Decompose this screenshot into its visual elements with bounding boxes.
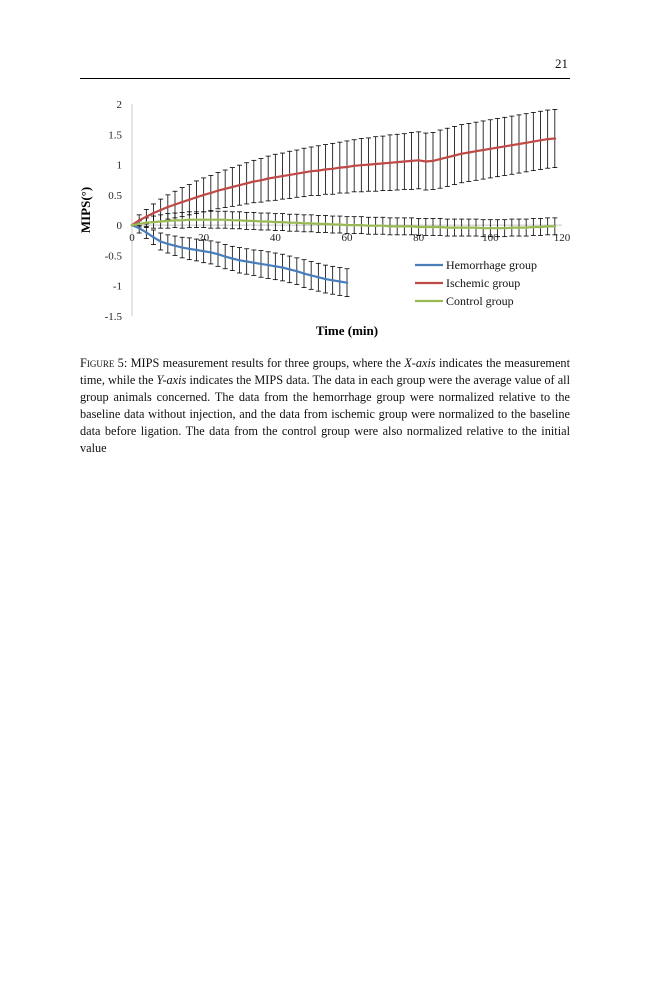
y-tick-label: -0.5	[104, 250, 122, 263]
data-point	[425, 160, 428, 163]
data-point	[446, 156, 449, 159]
data-point	[417, 226, 420, 229]
caption-y-axis: Y-axis	[156, 373, 187, 387]
y-tick-label: 1.5	[108, 129, 122, 142]
data-point	[159, 240, 162, 243]
data-point	[468, 151, 471, 154]
data-point	[324, 223, 327, 226]
data-point	[331, 168, 334, 171]
data-point	[546, 225, 549, 228]
data-point	[324, 168, 327, 171]
data-point	[554, 225, 557, 228]
data-point	[374, 163, 377, 166]
data-point	[417, 159, 420, 162]
data-point	[346, 224, 349, 227]
data-point	[245, 182, 248, 185]
data-point	[288, 174, 291, 177]
x-tick-label: 40	[269, 232, 281, 245]
data-point	[353, 164, 356, 167]
data-point	[231, 186, 234, 189]
data-point	[210, 192, 213, 195]
data-point	[238, 184, 241, 187]
x-tick-label: 20	[198, 232, 210, 245]
data-point	[245, 260, 248, 263]
data-point	[224, 218, 227, 221]
data-point	[188, 247, 191, 250]
data-point	[224, 255, 227, 258]
data-point	[367, 224, 370, 227]
y-tick-label: -1.5	[104, 311, 122, 323]
data-point	[539, 139, 542, 142]
data-point	[267, 177, 270, 180]
legend-entry: Control group	[446, 294, 514, 308]
chart-legend	[415, 258, 537, 308]
data-point	[489, 227, 492, 230]
data-point	[382, 224, 385, 227]
data-point	[260, 220, 263, 223]
data-point	[432, 226, 435, 229]
data-point	[310, 274, 313, 277]
data-point	[503, 145, 506, 148]
caption-text-2: indicates the measurement time, while the	[80, 356, 570, 387]
x-tick-label: 80	[413, 232, 425, 245]
data-point	[138, 223, 141, 226]
data-point	[281, 221, 284, 224]
caption-x-axis: X-axis	[404, 356, 436, 370]
data-point	[511, 144, 514, 147]
data-point	[303, 272, 306, 275]
data-point	[317, 223, 320, 226]
data-point	[138, 227, 141, 230]
data-point	[274, 221, 277, 224]
data-point	[396, 225, 399, 228]
data-point	[217, 189, 220, 192]
data-point	[217, 218, 220, 221]
data-point	[496, 227, 499, 230]
data-point	[188, 218, 191, 221]
data-point	[181, 219, 184, 222]
data-point	[389, 161, 392, 164]
data-point	[339, 280, 342, 283]
data-point	[546, 138, 549, 141]
data-point	[210, 218, 213, 221]
data-point	[382, 162, 385, 165]
data-point	[360, 164, 363, 167]
data-point	[281, 175, 284, 178]
data-point	[210, 251, 213, 254]
data-point	[468, 226, 471, 229]
data-point	[281, 266, 284, 269]
data-point	[410, 225, 413, 228]
data-point	[453, 154, 456, 157]
y-tick-label: -1	[112, 280, 122, 293]
data-point	[167, 206, 170, 209]
x-tick-label: 120	[553, 232, 571, 245]
data-point	[174, 244, 177, 247]
data-point	[202, 250, 205, 253]
data-point	[317, 169, 320, 172]
y-tick-labels	[105, 99, 123, 323]
legend-entry: Hemorrhage group	[446, 258, 537, 272]
data-point	[303, 222, 306, 225]
data-point	[217, 253, 220, 256]
data-point	[389, 225, 392, 228]
data-point	[525, 226, 528, 229]
data-point	[360, 224, 363, 227]
data-point	[525, 141, 528, 144]
data-point	[489, 148, 492, 151]
data-point	[496, 146, 499, 149]
data-point	[202, 218, 205, 221]
figure-label: Figure 5:	[80, 356, 128, 370]
x-tick-label: 100	[482, 232, 499, 245]
data-point	[439, 158, 442, 161]
caption-text-1: MIPS measurement results for three groups, where the	[127, 356, 405, 370]
data-point	[274, 176, 277, 179]
data-point	[346, 166, 349, 169]
y-tick-label: 0	[116, 220, 122, 233]
data-point	[274, 265, 277, 268]
y-axis-label: MIPS(°)	[78, 186, 93, 234]
data-point	[460, 152, 463, 155]
data-point	[453, 226, 456, 229]
figure-caption	[80, 355, 570, 457]
data-point	[145, 215, 148, 218]
data-point	[403, 225, 406, 228]
data-point	[482, 149, 485, 152]
data-point	[267, 264, 270, 267]
data-point	[475, 226, 478, 229]
data-point	[331, 279, 334, 282]
data-point	[260, 263, 263, 266]
data-point	[238, 259, 241, 262]
data-point	[511, 226, 514, 229]
data-point	[396, 161, 399, 164]
series-line	[132, 220, 555, 229]
data-point	[403, 160, 406, 163]
data-point	[131, 224, 134, 227]
data-point	[296, 270, 299, 273]
mips-line-chart	[70, 92, 580, 342]
data-point	[181, 246, 184, 249]
data-point	[353, 224, 356, 227]
data-point	[145, 221, 148, 224]
data-point	[296, 172, 299, 175]
data-point	[303, 171, 306, 174]
data-point	[174, 203, 177, 206]
x-axis-label: Time (min)	[315, 323, 379, 338]
data-point	[152, 212, 155, 215]
data-point	[331, 223, 334, 226]
data-point	[253, 180, 256, 183]
data-point	[518, 226, 521, 229]
data-point	[195, 196, 198, 199]
data-point	[231, 257, 234, 260]
data-point	[167, 243, 170, 246]
data-point	[439, 226, 442, 229]
data-point	[518, 143, 521, 146]
data-point	[267, 220, 270, 223]
data-point	[310, 170, 313, 173]
y-tick-label: 2	[116, 99, 122, 111]
data-point	[324, 278, 327, 281]
data-point	[159, 220, 162, 223]
header-rule	[80, 78, 570, 79]
data-point	[532, 140, 535, 143]
y-tick-label: 0.5	[108, 189, 122, 202]
x-tick-label: 60	[341, 232, 353, 245]
data-point	[138, 219, 141, 222]
data-point	[159, 209, 162, 212]
y-tick-label: 1	[116, 159, 122, 172]
data-point	[432, 160, 435, 163]
data-point	[253, 261, 256, 264]
data-point	[410, 160, 413, 163]
page-number: 21	[555, 56, 568, 71]
data-point	[367, 163, 370, 166]
data-point	[231, 219, 234, 222]
data-point	[374, 224, 377, 227]
data-point	[167, 220, 170, 223]
data-point	[339, 166, 342, 169]
data-point	[539, 226, 542, 229]
data-point	[288, 268, 291, 271]
data-point	[253, 220, 256, 223]
data-point	[482, 227, 485, 230]
data-point	[288, 221, 291, 224]
data-point	[296, 221, 299, 224]
data-point	[188, 198, 191, 201]
data-point	[554, 137, 557, 140]
data-point	[238, 219, 241, 222]
data-point	[260, 179, 263, 182]
x-tick-label: 0	[129, 232, 135, 245]
data-point	[310, 222, 313, 225]
data-point	[317, 276, 320, 279]
data-point	[339, 223, 342, 226]
data-point	[152, 221, 155, 224]
data-point	[195, 249, 198, 252]
data-point	[475, 150, 478, 153]
data-point	[460, 226, 463, 229]
data-point	[425, 226, 428, 229]
data-point	[145, 231, 148, 234]
data-point	[224, 188, 227, 191]
data-point	[174, 219, 177, 222]
legend-entry: Ischemic group	[446, 276, 521, 290]
data-point	[532, 226, 535, 229]
data-point	[346, 281, 349, 284]
data-point	[446, 226, 449, 229]
data-point	[152, 236, 155, 239]
data-point	[181, 201, 184, 204]
data-point	[245, 220, 248, 223]
data-point	[195, 218, 198, 221]
data-point	[202, 194, 205, 197]
caption-text-3: indicates the MIPS data. The data in each group were the average value of all group animals concerned. The data from the hemorrhage group were normalized relative to the baseline data without injection, and the data from ischemic group were normalized to the baseline data before ligation. The data from the control group were also normalized relative to the initial value	[80, 373, 570, 455]
data-point	[503, 227, 506, 230]
